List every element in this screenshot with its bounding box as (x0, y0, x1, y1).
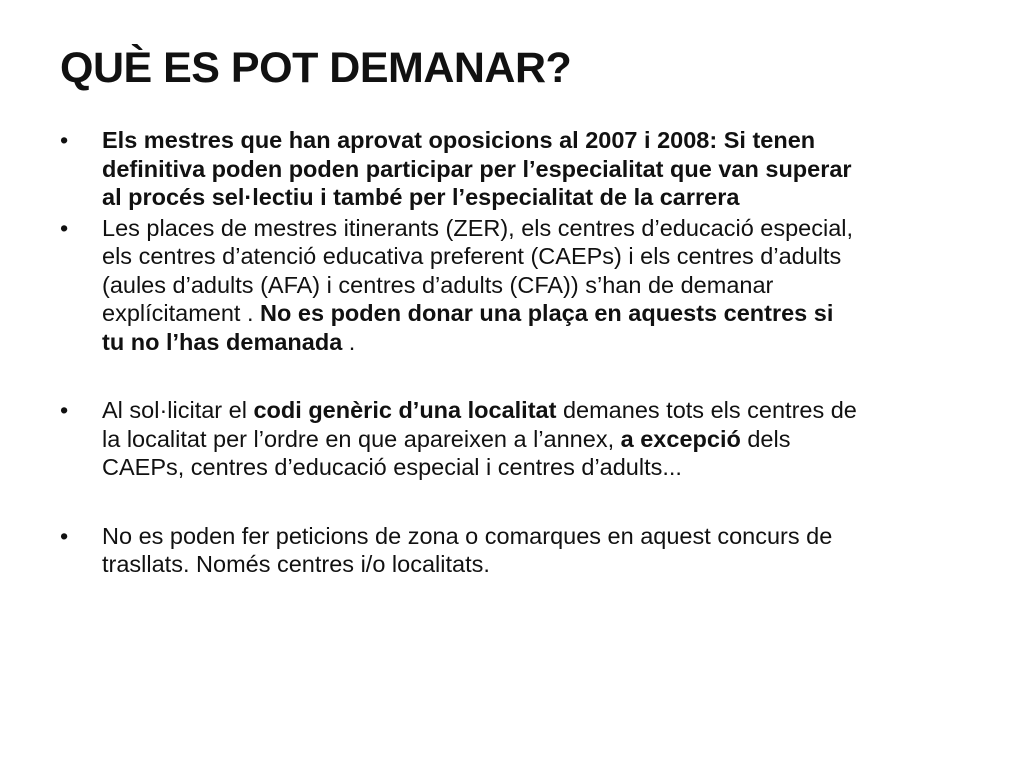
bold-text-run: codi genèric d’una localitat (253, 397, 557, 423)
bullet-item (60, 396, 1010, 482)
bullet-line (102, 299, 1010, 328)
bullet-text (102, 126, 1010, 212)
text-run: els centres d’atenció educativa preferent (CAEPs) i els centres d’adults (102, 243, 842, 269)
bullet-line (102, 126, 1010, 155)
bullet-line (102, 522, 1010, 551)
bullet-marker: • (60, 397, 69, 423)
bullet-marker: • (60, 127, 69, 153)
bullet-text (102, 396, 1010, 482)
bullet-line (102, 214, 1010, 243)
bullet-text (102, 214, 1010, 357)
bullet-line (102, 271, 1010, 300)
bold-text-run: tu no l’has demanada (102, 328, 343, 355)
text-run: Al sol·licitar el (102, 397, 254, 423)
text-run: No es poden fer peticions de zona o comarques en aquest concurs de (102, 522, 833, 549)
bullet-line (102, 328, 1010, 357)
bold-text-run: definitiva poden poden participar per l’especialitat que van superar (102, 155, 852, 182)
bullet-list (60, 126, 1010, 579)
text-run: demanes tots els centres de (556, 397, 857, 423)
text-run: explícitament . (102, 300, 261, 326)
bullet-line (102, 425, 1010, 454)
bold-text-run: Els mestres que han aprovat oposicions al 2007 i 2008: Si tenen (102, 127, 816, 153)
bullet-item (60, 522, 1010, 579)
text-run: . (342, 328, 356, 355)
bold-text-run: al procés sel·lectiu i també per l’especialitat de la carrera (102, 184, 740, 210)
slide-title: QUÈ ES POT DEMANAR? (60, 44, 572, 92)
bullet-line (102, 453, 1010, 482)
bullet-marker: • (60, 522, 69, 549)
text-run: (aules d’adults (AFA) i centres d’adults (CFA)) s’han de demanar (102, 271, 774, 298)
text-run: dels (740, 425, 791, 452)
text-run: trasllats. Només centres i/o localitats. (102, 551, 490, 577)
bullet-line (102, 242, 1010, 271)
text-run: Les places de mestres itinerants (ZER), els centres d’educació especial, (102, 214, 854, 241)
bold-text-run: No es poden donar una plaça en aquests centres si (260, 300, 834, 326)
bold-text-run: a excepció (620, 425, 741, 452)
bullet-item (60, 214, 1010, 357)
bullet-marker: • (60, 214, 69, 241)
bullet-item (60, 126, 1010, 212)
text-run: CAEPs, centres d’educació especial i centres d’adults... (102, 454, 682, 480)
text-run: la localitat per l’ordre en que apareixen a l’annex, (102, 425, 621, 452)
bullet-line (102, 396, 1010, 425)
bullet-line (102, 183, 1010, 212)
bullet-line (102, 550, 1010, 579)
bullet-text (102, 522, 1010, 579)
bullet-line (102, 155, 1010, 184)
